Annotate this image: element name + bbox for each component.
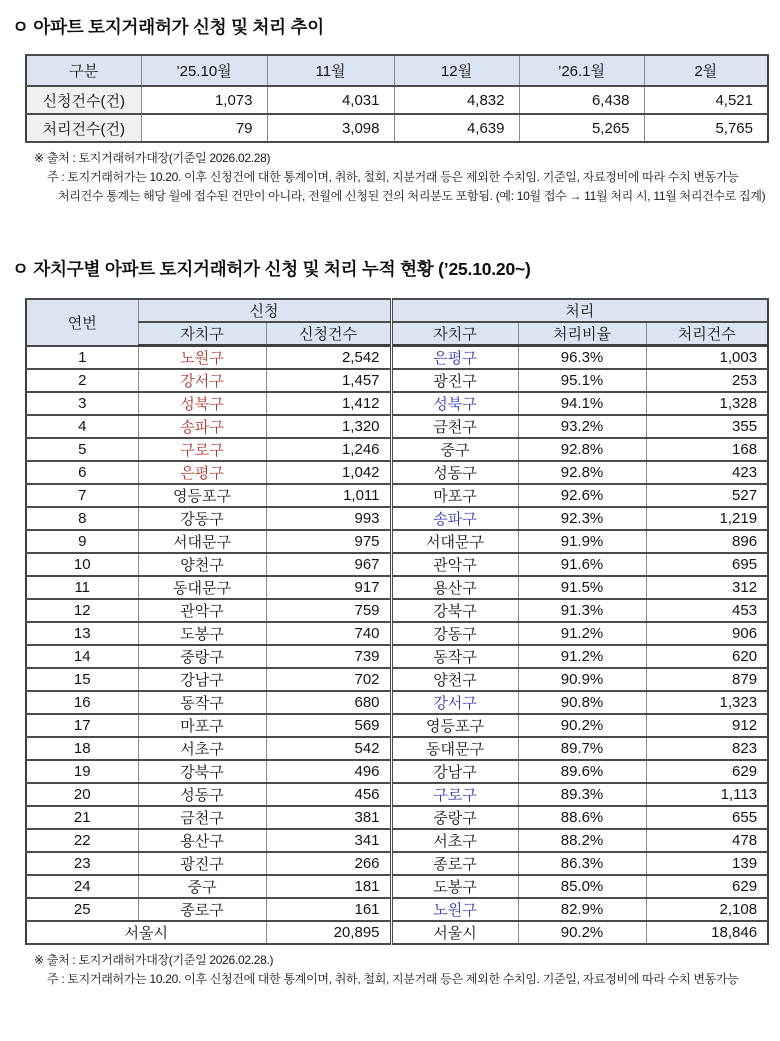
process-count-cell: 823 xyxy=(646,737,768,760)
count-cell: 3,098 xyxy=(267,114,394,142)
process-district-cell: 용산구 xyxy=(391,576,518,599)
apply-district-cell: 금천구 xyxy=(138,806,266,829)
apply-district-cell: 강남구 xyxy=(138,668,266,691)
district-row xyxy=(26,346,768,370)
process-count-cell: 453 xyxy=(646,599,768,622)
apply-count-cell: 739 xyxy=(266,645,391,668)
rank-cell: 23 xyxy=(26,852,138,875)
note-line: 처리건수 통계는 해당 월에 접수된 건만이 아니라, 전월에 신청된 건의 처리분도 포함됨. (예: 10월 접수 → 11월 처리 시, 11월 처리건수로 집계) xyxy=(58,189,766,203)
process-count-cell: 620 xyxy=(646,645,768,668)
process-district-cell: 송파구 xyxy=(391,507,518,530)
process-ratio-cell: 88.6% xyxy=(518,806,646,829)
apply-district-cell: 양천구 xyxy=(138,553,266,576)
apply-district-cell: 송파구 xyxy=(138,415,266,438)
process-count-cell: 1,323 xyxy=(646,691,768,714)
apply-count-cell: 1,011 xyxy=(266,484,391,507)
apply-district-cell: 성동구 xyxy=(138,783,266,806)
process-district-cell: 영등포구 xyxy=(391,714,518,737)
col-header-apply-district: 자치구 xyxy=(138,322,266,346)
process-count-cell: 896 xyxy=(646,530,768,553)
process-ratio-cell: 95.1% xyxy=(518,369,646,392)
rank-cell: 24 xyxy=(26,875,138,898)
process-ratio-cell: 90.8% xyxy=(518,691,646,714)
rank-cell: 12 xyxy=(26,599,138,622)
process-ratio-cell: 91.2% xyxy=(518,622,646,645)
rank-cell: 13 xyxy=(26,622,138,645)
apply-district-cell: 동대문구 xyxy=(138,576,266,599)
row-label-cell: 처리건수(건) xyxy=(26,114,141,142)
rank-cell: 22 xyxy=(26,829,138,852)
monthly-trend-table xyxy=(25,54,769,143)
district-row xyxy=(26,576,768,599)
apply-district-cell: 노원구 xyxy=(138,346,266,370)
process-ratio-cell: 89.7% xyxy=(518,737,646,760)
count-cell: 4,639 xyxy=(394,114,519,142)
apply-district-cell: 서초구 xyxy=(138,737,266,760)
process-district-cell: 성동구 xyxy=(391,461,518,484)
rank-cell: 25 xyxy=(26,898,138,921)
apply-district-cell: 동작구 xyxy=(138,691,266,714)
process-ratio-cell: 91.5% xyxy=(518,576,646,599)
process-ratio-cell: 86.3% xyxy=(518,852,646,875)
note-line: 주 : 토지거래허가는 10.20. 이후 신청건에 대한 통계이며, 취하, 철회, 지분거래 등은 제외한 수치임. 기준일, 자료정비에 따라 수치 변동가능 xyxy=(47,170,739,184)
apply-district-cell: 강동구 xyxy=(138,507,266,530)
apply-district-cell: 용산구 xyxy=(138,829,266,852)
month-column-header: 12월 xyxy=(394,55,519,86)
apply-district-cell: 마포구 xyxy=(138,714,266,737)
process-count-cell: 655 xyxy=(646,806,768,829)
district-row xyxy=(26,783,768,806)
process-district-cell: 강서구 xyxy=(391,691,518,714)
rank-cell: 14 xyxy=(26,645,138,668)
process-district-cell: 관악구 xyxy=(391,553,518,576)
district-row xyxy=(26,507,768,530)
apply-count-cell: 456 xyxy=(266,783,391,806)
total-row xyxy=(26,921,768,944)
section2-title: ㅇ 자치구별 아파트 토지거래허가 신청 및 처리 누적 현황 (’25.10.20~) xyxy=(12,259,531,279)
apply-district-cell: 도봉구 xyxy=(138,622,266,645)
apply-district-cell: 관악구 xyxy=(138,599,266,622)
month-column-header: ’25.10월 xyxy=(141,55,267,86)
col-header-rank: 연번 xyxy=(26,299,138,346)
process-ratio-cell: 96.3% xyxy=(518,346,646,370)
process-ratio-cell: 92.6% xyxy=(518,484,646,507)
apply-count-cell: 161 xyxy=(266,898,391,921)
note-line: ※ 출처 : 토지거래허가대장(기준일 2026.02.28) xyxy=(34,151,271,165)
rank-cell: 11 xyxy=(26,576,138,599)
district-row xyxy=(26,737,768,760)
monthly-data-row xyxy=(26,114,768,142)
apply-count-cell: 967 xyxy=(266,553,391,576)
row-label-cell: 신청건수(건) xyxy=(26,86,141,114)
apply-count-cell: 1,042 xyxy=(266,461,391,484)
district-cumulative-table xyxy=(25,298,769,945)
apply-count-cell: 266 xyxy=(266,852,391,875)
process-district-cell: 중구 xyxy=(391,438,518,461)
col-header-apply-count: 신청건수 xyxy=(266,322,391,346)
process-count-cell: 695 xyxy=(646,553,768,576)
rank-cell: 4 xyxy=(26,415,138,438)
process-district-cell: 강남구 xyxy=(391,760,518,783)
process-ratio-cell: 92.8% xyxy=(518,461,646,484)
district-row xyxy=(26,645,768,668)
process-district-cell: 동대문구 xyxy=(391,737,518,760)
process-ratio-cell: 85.0% xyxy=(518,875,646,898)
col-header-process-count: 처리건수 xyxy=(646,322,768,346)
process-count-cell: 253 xyxy=(646,369,768,392)
process-district-cell: 서대문구 xyxy=(391,530,518,553)
apply-count-cell: 181 xyxy=(266,875,391,898)
process-count-cell: 906 xyxy=(646,622,768,645)
process-district-cell: 서초구 xyxy=(391,829,518,852)
col-header-process-ratio: 처리비율 xyxy=(518,322,646,346)
month-column-header: 11월 xyxy=(267,55,394,86)
process-count-cell: 1,328 xyxy=(646,392,768,415)
apply-district-cell: 중구 xyxy=(138,875,266,898)
process-ratio-cell: 94.1% xyxy=(518,392,646,415)
process-district-cell: 종로구 xyxy=(391,852,518,875)
apply-count-cell: 542 xyxy=(266,737,391,760)
rank-cell: 15 xyxy=(26,668,138,691)
district-row xyxy=(26,392,768,415)
source-notes-1 xyxy=(34,149,770,206)
process-district-cell: 도봉구 xyxy=(391,875,518,898)
group-header-process: 처리 xyxy=(391,299,768,322)
apply-count-cell: 680 xyxy=(266,691,391,714)
count-cell: 4,832 xyxy=(394,86,519,114)
apply-count-cell: 1,320 xyxy=(266,415,391,438)
total-apply-count: 20,895 xyxy=(266,921,391,944)
count-cell: 4,031 xyxy=(267,86,394,114)
apply-count-cell: 759 xyxy=(266,599,391,622)
process-ratio-cell: 93.2% xyxy=(518,415,646,438)
process-count-cell: 879 xyxy=(646,668,768,691)
process-ratio-cell: 91.3% xyxy=(518,599,646,622)
district-row xyxy=(26,622,768,645)
district-row xyxy=(26,553,768,576)
process-ratio-cell: 90.9% xyxy=(518,668,646,691)
process-district-cell: 성북구 xyxy=(391,392,518,415)
apply-count-cell: 993 xyxy=(266,507,391,530)
district-row xyxy=(26,599,768,622)
rank-cell: 2 xyxy=(26,369,138,392)
process-ratio-cell: 89.3% xyxy=(518,783,646,806)
apply-count-cell: 917 xyxy=(266,576,391,599)
apply-district-cell: 광진구 xyxy=(138,852,266,875)
rank-cell: 7 xyxy=(26,484,138,507)
process-ratio-cell: 82.9% xyxy=(518,898,646,921)
count-cell: 1,073 xyxy=(141,86,267,114)
count-cell: 4,521 xyxy=(644,86,768,114)
rank-cell: 5 xyxy=(26,438,138,461)
rank-cell: 3 xyxy=(26,392,138,415)
apply-count-cell: 975 xyxy=(266,530,391,553)
count-cell: 5,265 xyxy=(519,114,644,142)
rank-cell: 18 xyxy=(26,737,138,760)
process-count-cell: 355 xyxy=(646,415,768,438)
process-count-cell: 423 xyxy=(646,461,768,484)
district-row xyxy=(26,461,768,484)
apply-district-cell: 구로구 xyxy=(138,438,266,461)
apply-district-cell: 영등포구 xyxy=(138,484,266,507)
process-ratio-cell: 91.2% xyxy=(518,645,646,668)
rank-cell: 1 xyxy=(26,346,138,370)
apply-count-cell: 496 xyxy=(266,760,391,783)
process-district-cell: 구로구 xyxy=(391,783,518,806)
district-row xyxy=(26,875,768,898)
process-ratio-cell: 91.6% xyxy=(518,553,646,576)
process-district-cell: 광진구 xyxy=(391,369,518,392)
apply-count-cell: 1,246 xyxy=(266,438,391,461)
count-cell: 5,765 xyxy=(644,114,768,142)
month-column-header: 2월 xyxy=(644,55,768,86)
process-count-cell: 312 xyxy=(646,576,768,599)
sub-header-row xyxy=(26,322,768,346)
count-cell: 6,438 xyxy=(519,86,644,114)
process-count-cell: 139 xyxy=(646,852,768,875)
rank-cell: 8 xyxy=(26,507,138,530)
rank-cell: 9 xyxy=(26,530,138,553)
source-notes-2 xyxy=(34,951,770,989)
apply-count-cell: 569 xyxy=(266,714,391,737)
process-district-cell: 중랑구 xyxy=(391,806,518,829)
process-count-cell: 168 xyxy=(646,438,768,461)
rank-cell: 6 xyxy=(26,461,138,484)
monthly-header-row xyxy=(26,55,768,86)
apply-count-cell: 2,542 xyxy=(266,346,391,370)
section1-title: ㅇ 아파트 토지거래허가 신청 및 처리 추이 xyxy=(12,17,324,37)
category-column-header: 구분 xyxy=(26,55,141,86)
process-count-cell: 629 xyxy=(646,875,768,898)
process-ratio-cell: 88.2% xyxy=(518,829,646,852)
district-row xyxy=(26,806,768,829)
apply-count-cell: 1,457 xyxy=(266,369,391,392)
total-process-label: 서울시 xyxy=(391,921,518,944)
process-count-cell: 527 xyxy=(646,484,768,507)
apply-district-cell: 종로구 xyxy=(138,898,266,921)
process-count-cell: 478 xyxy=(646,829,768,852)
district-row xyxy=(26,484,768,507)
district-row xyxy=(26,714,768,737)
process-district-cell: 은평구 xyxy=(391,346,518,370)
monthly-data-row xyxy=(26,86,768,114)
district-row xyxy=(26,369,768,392)
month-column-header: ’26.1월 xyxy=(519,55,644,86)
apply-count-cell: 1,412 xyxy=(266,392,391,415)
apply-district-cell: 강북구 xyxy=(138,760,266,783)
district-row xyxy=(26,852,768,875)
rank-cell: 10 xyxy=(26,553,138,576)
process-district-cell: 마포구 xyxy=(391,484,518,507)
district-row xyxy=(26,668,768,691)
count-cell: 79 xyxy=(141,114,267,142)
apply-district-cell: 서대문구 xyxy=(138,530,266,553)
process-count-cell: 1,219 xyxy=(646,507,768,530)
process-district-cell: 강동구 xyxy=(391,622,518,645)
note-line: ※ 출처 : 토지거래허가대장(기준일 2026.02.28.) xyxy=(34,953,274,967)
process-count-cell: 1,003 xyxy=(646,346,768,370)
total-process-count: 18,846 xyxy=(646,921,768,944)
note-line: 주 : 토지거래허가는 10.20. 이후 신청건에 대한 통계이며, 취하, 철회, 지분거래 등은 제외한 수치임. 기준일, 자료정비에 따라 수치 변동가능 xyxy=(47,972,739,986)
group-header-apply: 신청 xyxy=(138,299,391,322)
apply-district-cell: 중랑구 xyxy=(138,645,266,668)
process-ratio-cell: 91.9% xyxy=(518,530,646,553)
district-row xyxy=(26,898,768,921)
process-ratio-cell: 90.2% xyxy=(518,714,646,737)
process-district-cell: 금천구 xyxy=(391,415,518,438)
apply-count-cell: 381 xyxy=(266,806,391,829)
district-row xyxy=(26,760,768,783)
district-row xyxy=(26,415,768,438)
rank-cell: 19 xyxy=(26,760,138,783)
district-row xyxy=(26,829,768,852)
col-header-process-district: 자치구 xyxy=(391,322,518,346)
process-count-cell: 1,113 xyxy=(646,783,768,806)
process-count-cell: 912 xyxy=(646,714,768,737)
total-apply-label: 서울시 xyxy=(26,921,266,944)
process-count-cell: 2,108 xyxy=(646,898,768,921)
process-district-cell: 양천구 xyxy=(391,668,518,691)
process-district-cell: 노원구 xyxy=(391,898,518,921)
district-row xyxy=(26,691,768,714)
district-row xyxy=(26,530,768,553)
process-ratio-cell: 92.8% xyxy=(518,438,646,461)
group-header-row xyxy=(26,299,768,322)
rank-cell: 21 xyxy=(26,806,138,829)
process-district-cell: 강북구 xyxy=(391,599,518,622)
process-ratio-cell: 92.3% xyxy=(518,507,646,530)
process-count-cell: 629 xyxy=(646,760,768,783)
district-row xyxy=(26,438,768,461)
total-process-ratio: 90.2% xyxy=(518,921,646,944)
rank-cell: 20 xyxy=(26,783,138,806)
apply-count-cell: 740 xyxy=(266,622,391,645)
apply-district-cell: 강서구 xyxy=(138,369,266,392)
apply-count-cell: 341 xyxy=(266,829,391,852)
process-district-cell: 동작구 xyxy=(391,645,518,668)
rank-cell: 17 xyxy=(26,714,138,737)
apply-district-cell: 성북구 xyxy=(138,392,266,415)
rank-cell: 16 xyxy=(26,691,138,714)
apply-count-cell: 702 xyxy=(266,668,391,691)
apply-district-cell: 은평구 xyxy=(138,461,266,484)
process-ratio-cell: 89.6% xyxy=(518,760,646,783)
